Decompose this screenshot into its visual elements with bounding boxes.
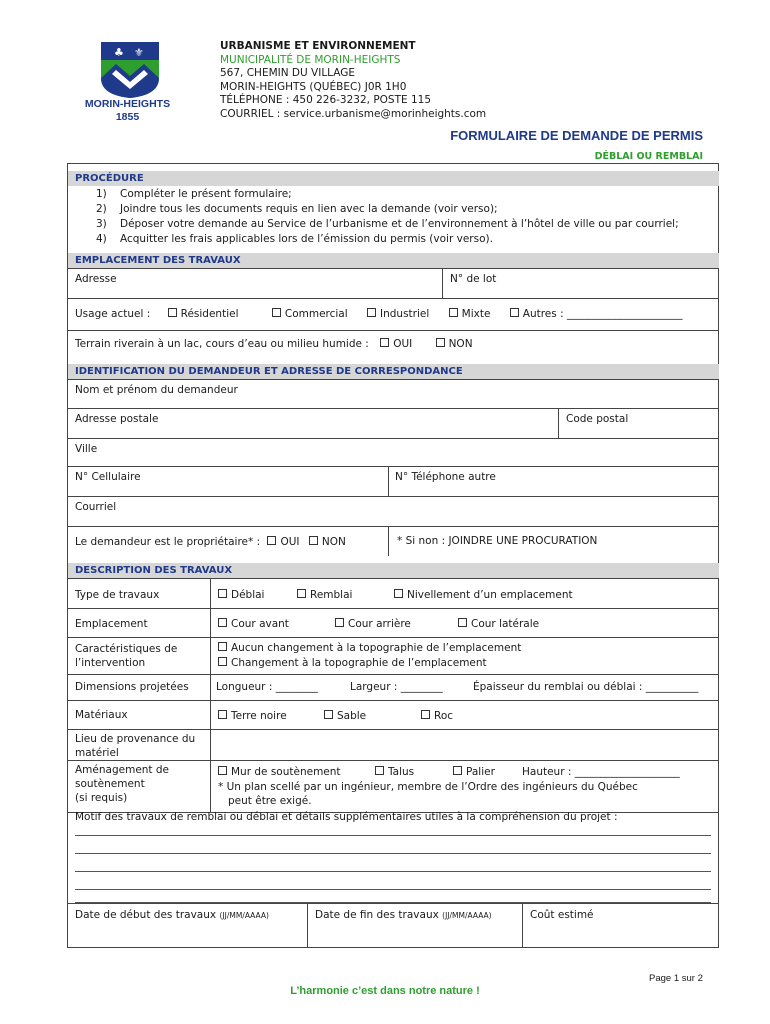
usage-commercial[interactable]: Commercial [272,308,348,320]
carac-options [218,641,521,671]
motif-line[interactable] [75,835,711,836]
amen-palier[interactable]: Palier [453,766,495,778]
end-date-field[interactable]: Date de fin des travaux (JJ/MM/AAAA) [315,909,492,921]
riverain-row [75,338,473,350]
material-roc[interactable]: Roc [421,710,453,722]
type-deblai[interactable]: Déblai [218,589,264,601]
section-procedure: PROCÉDURE [68,171,719,186]
riverain-oui[interactable]: OUI [380,338,412,350]
carac-no-change[interactable]: Aucun changement à la topographie de l’emplacement [218,641,521,656]
owner-oui[interactable]: OUI [267,536,299,548]
address-line-1: 567, CHEMIN DU VILLAGE [220,67,356,79]
usage-other[interactable]: Autres : ______________________ [510,308,683,320]
section-applicant: IDENTIFICATION DU DEMANDEUR ET ADRESSE DE CORRESPONDANCE [68,364,719,379]
department-name: URBANISME ET ENVIRONNEMENT [220,40,416,52]
riverain-label: Terrain riverain à un lac, cours d’eau ou milieu humide : [75,338,369,350]
address-line-2: MORIN-HEIGHTS (QUÉBEC) J0R 1H0 [220,80,407,93]
motif-line[interactable] [75,853,711,854]
owner-row [75,536,346,548]
email-line: COURRIEL : service.urbanisme@morinheights.com [220,107,487,120]
postal-code-field[interactable]: Code postal [566,413,629,425]
usage-row [75,308,682,320]
phone-line: TÉLÉPHONE : 450 226-3232, POSTE 115 [220,94,432,106]
type-remblai[interactable]: Remblai [297,589,352,601]
footer-slogan: L’harmonie c’est dans notre nature ! [290,985,480,997]
amen-talus[interactable]: Talus [375,766,414,778]
form-title: FORMULAIRE DE DEMANDE DE PERMIS [450,128,703,143]
lot-field[interactable]: N° de lot [450,273,497,285]
emplacement-cour-avant[interactable]: Cour avant [218,618,289,630]
material-terre-noire[interactable]: Terre noire [218,710,287,722]
svg-text:⚜: ⚜ [134,46,144,59]
type-label: Type de travaux [75,589,160,601]
usage-industrial[interactable]: Industriel [367,308,429,320]
owner-label: Le demandeur est le propriétaire* : [75,536,261,548]
riverain-non[interactable]: NON [436,338,473,350]
provenance-field[interactable] [211,730,718,760]
amen-mur[interactable]: Mur de soutènement [218,766,341,778]
form-subtitle: DÉBLAI OU REMBLAI [594,151,703,162]
svg-text:♣: ♣ [114,46,124,59]
procedure-step: 2) Joindre tous les documents requis en lien avec la demande (voir verso); [96,203,498,215]
municipal-logo [70,40,185,125]
other-phone-field[interactable]: N° Téléphone autre [395,471,496,483]
procedure-list [96,187,679,247]
usage-residential[interactable]: Résidentiel [168,308,239,320]
carac-label: Caractéristiques de l’intervention [75,643,178,669]
logo-name: MORIN-HEIGHTS [84,98,171,110]
postal-address-field[interactable]: Adresse postale [75,413,159,425]
motif-line[interactable] [75,871,711,872]
motif-label: Motif des travaux de remblai ou déblai et détails supplémentaires utiles à la compréhension du projet : [75,811,618,823]
hauteur-field[interactable]: Hauteur : ____________________ [522,766,680,778]
provenance-label: Lieu de provenance du matériel [75,733,196,759]
municipality-name: MUNICIPALITÉ DE MORIN-HEIGHTS [220,53,401,66]
start-date-field[interactable]: Date de début des travaux (JJ/MM/AAAA) [75,909,269,921]
emplacement-label: Emplacement [75,618,148,630]
type-nivellement[interactable]: Nivellement d’un emplacement [394,589,573,601]
thickness-field[interactable]: Épaisseur du remblai ou déblai : __________ [473,681,699,693]
section-location: EMPLACEMENT DES TRAVAUX [68,253,719,268]
cost-field[interactable]: Coût estimé [530,909,594,921]
city-field[interactable]: Ville [75,443,98,455]
dimensions-label: Dimensions projetées [75,681,189,693]
form-border [67,163,719,948]
cell-field[interactable]: N° Cellulaire [75,471,141,483]
header-block [220,40,486,121]
length-field[interactable]: Longueur : ________ [216,681,318,693]
motif-line[interactable] [75,889,711,890]
page-number: Page 1 sur 2 [649,973,703,984]
width-field[interactable]: Largeur : ________ [350,681,443,693]
procedure-step: 1) Compléter le présent formulaire; [96,188,292,200]
usage-mixed[interactable]: Mixte [449,308,491,320]
owner-non[interactable]: NON [309,536,346,548]
procedure-step: 3) Déposer votre demande au Service de l’urbanisme et de l’environnement à l’hôtel de ville ou par courriel; [96,218,679,230]
emplacement-cour-arriere[interactable]: Cour arrière [335,618,411,630]
address-field[interactable]: Adresse [75,273,117,285]
carac-change[interactable]: Changement à la topographie de l’emplacement [218,656,521,671]
shield-logo-icon [70,40,185,100]
applicant-name-field[interactable]: Nom et prénom du demandeur [75,384,238,396]
materials-label: Matériaux [75,709,128,721]
material-sable[interactable]: Sable [324,710,366,722]
amenagement-label: Aménagement de soutènement (si requis) [75,764,170,804]
emplacement-cour-laterale[interactable]: Cour latérale [458,618,539,630]
proxy-note: * Si non : JOINDRE UNE PROCURATION [397,535,598,547]
procedure-step: 4) Acquitter les frais applicables lors de l’émission du permis (voir verso). [96,233,493,245]
email-field[interactable]: Courriel [75,501,117,513]
usage-label: Usage actuel : [75,308,151,320]
engineer-note: * Un plan scellé par un ingénieur, membre de l’Ordre des ingénieurs du Québec peut être exigé. [218,781,638,807]
logo-year: 1855 [115,111,140,123]
section-description: DESCRIPTION DES TRAVAUX [68,563,719,578]
